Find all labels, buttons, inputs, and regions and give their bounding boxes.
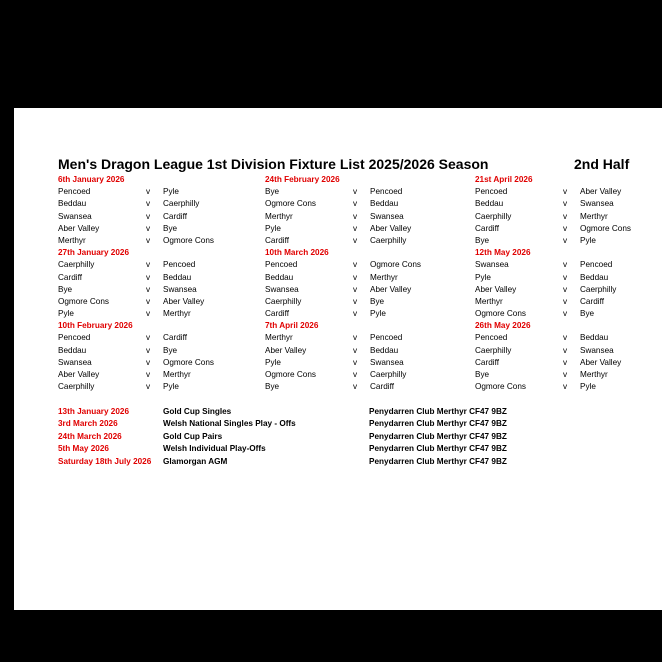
away-team: Swansea [370,357,404,367]
home-team: Caerphilly [475,211,512,221]
away-team: Beddau [370,345,399,355]
away-team: Merthyr [580,370,608,379]
event-row [58,406,618,418]
home-team: Cardiff [265,235,289,245]
fixture-row [58,223,254,235]
fixture-block [265,174,461,247]
fixture-row [58,186,254,198]
home-team: Merthyr [58,235,86,245]
away-team: Aber Valley [580,187,622,197]
fixture-row [265,198,461,210]
fixture-row [58,259,254,271]
home-team: Beddau [265,272,294,282]
fixture-row [58,369,254,381]
home-team: Ogmore Cons [58,296,109,306]
home-team: Bye [265,187,280,197]
fixture-row [475,235,662,247]
away-team: Bye [163,345,178,355]
fixture-date: 12th May 2026 [475,248,531,258]
home-team: Caerphilly [58,382,95,392]
versus-label: v [353,382,358,392]
fixture-row [58,357,254,369]
home-team: Beddau [58,345,87,355]
fixture-row [265,296,461,308]
away-team: Caerphilly [163,199,200,209]
home-team: Cardiff [265,309,289,319]
versus-label: v [563,211,568,221]
fixture-row [475,259,662,271]
fixture-row [265,259,461,271]
fixture-row [58,198,254,210]
away-team: Merthyr [163,309,191,319]
fixture-row [475,381,662,393]
event-row [58,443,618,455]
versus-label: v [146,199,151,209]
event-row [58,456,618,468]
versus-label: v [563,309,568,319]
versus-label: v [146,382,151,392]
versus-label: v [353,223,358,233]
away-team: Pencoed [370,333,403,343]
event-date: 24th March 2026 [58,431,122,441]
event-name: Welsh National Singles Play - Offs [163,419,296,429]
fixture-row [265,284,461,296]
fixture-row [475,211,662,223]
fixture-row [58,381,254,393]
away-team: Caerphilly [580,284,617,294]
away-team: Beddau [580,272,609,282]
home-team: Aber Valley [475,284,517,294]
home-team: Caerphilly [58,260,95,270]
versus-label: v [353,357,358,367]
versus-label: v [146,357,151,367]
away-team: Caerphilly [370,370,407,379]
home-team: Aber Valley [58,223,100,233]
fixture-date: 6th January 2026 [58,175,125,184]
fixture-row [475,186,662,198]
fixture-row [265,345,461,357]
fixture-block [58,174,254,247]
home-team: Ogmore Cons [475,382,526,392]
away-team: Ogmore Cons [370,260,421,270]
versus-label: v [563,187,568,197]
fixture-row [475,284,662,296]
event-venue: Penydarren Club Merthyr CF47 9BZ [369,456,507,466]
versus-label: v [146,211,151,221]
home-team: Pencoed [58,187,91,197]
home-team: Cardiff [475,357,499,367]
fixture-date: 27th January 2026 [58,248,130,258]
home-team: Pyle [58,309,74,319]
versus-label: v [353,187,358,197]
away-team: Cardiff [163,333,187,343]
home-team: Pencoed [58,333,91,343]
versus-label: v [353,272,358,282]
fixture-row [58,272,254,284]
versus-label: v [563,296,568,306]
fixture-row [58,345,254,357]
versus-label: v [353,235,358,245]
versus-label: v [563,235,568,245]
home-team: Cardiff [475,223,499,233]
fixture-block [475,247,662,320]
fixture-block [265,247,461,320]
versus-label: v [146,370,151,379]
versus-label: v [146,260,151,270]
home-team: Swansea [58,357,92,367]
fixture-date: 21st April 2026 [475,175,533,184]
away-team: Beddau [163,272,192,282]
versus-label: v [146,333,151,343]
away-team: Pyle [370,309,386,319]
away-team: Pyle [163,382,179,392]
away-team: Swansea [580,345,614,355]
fixture-column-2 [265,174,461,393]
home-team: Beddau [475,199,504,209]
fixture-row [265,211,461,223]
away-team: Swansea [163,284,197,294]
fixture-row [475,223,662,235]
versus-label: v [353,370,358,379]
events-list [58,406,618,468]
versus-label: v [563,333,568,343]
fixture-date: 26th May 2026 [475,321,531,331]
fixture-block [265,320,461,393]
versus-label: v [563,357,568,367]
away-team: Bye [580,309,595,319]
versus-label: v [146,309,151,319]
fixture-row [265,332,461,344]
fixture-row [265,381,461,393]
away-team: Ogmore Cons [580,223,631,233]
fixture-row [475,332,662,344]
event-name: Welsh Individual Play-Offs [163,444,266,454]
versus-label: v [353,309,358,319]
away-team: Ogmore Cons [163,235,214,245]
home-team: Merthyr [265,333,293,343]
home-team: Aber Valley [265,345,307,355]
fixture-block [475,174,662,247]
versus-label: v [146,345,151,355]
fixture-row [265,272,461,284]
versus-label: v [563,223,568,233]
fixture-column-3 [475,174,662,393]
fixture-row [58,296,254,308]
away-team: Bye [370,296,385,306]
away-team: Pyle [163,187,179,197]
fixture-row [265,235,461,247]
home-team: Pencoed [475,333,508,343]
fixture-row [475,308,662,320]
fixture-row [475,198,662,210]
away-team: Aber Valley [580,357,622,367]
away-team: Beddau [580,333,609,343]
versus-label: v [353,333,358,343]
event-date: 5th May 2026 [58,444,109,454]
away-team: Bye [163,223,178,233]
fixture-date: 7th April 2026 [265,321,319,331]
versus-label: v [563,199,568,209]
fixture-row [265,357,461,369]
versus-label: v [146,296,151,306]
versus-label: v [563,284,568,294]
versus-label: v [563,345,568,355]
event-venue: Penydarren Club Merthyr CF47 9BZ [369,407,507,416]
event-venue: Penydarren Club Merthyr CF47 9BZ [369,444,507,454]
away-team: Swansea [370,211,404,221]
versus-label: v [146,284,151,294]
event-venue: Penydarren Club Merthyr CF47 9BZ [369,419,507,429]
away-team: Cardiff [370,382,394,392]
home-team: Caerphilly [265,296,302,306]
event-row [58,431,618,443]
home-team: Swansea [475,260,509,270]
away-team: Caerphilly [370,235,407,245]
home-team: Ogmore Cons [265,199,316,209]
home-team: Swansea [265,284,299,294]
away-team: Aber Valley [370,223,412,233]
away-team: Aber Valley [163,296,205,306]
home-team: Pencoed [475,187,508,197]
event-name: Gold Cup Singles [163,407,232,416]
versus-label: v [563,370,568,379]
fixture-row [475,345,662,357]
versus-label: v [353,296,358,306]
away-team: Cardiff [163,211,187,221]
away-team: Merthyr [163,370,191,379]
versus-label: v [563,260,568,270]
home-team: Caerphilly [475,345,512,355]
fixture-row [58,308,254,320]
fixture-date: 10th March 2026 [265,248,329,258]
fixture-block [58,247,254,320]
away-team: Aber Valley [370,284,412,294]
away-team: Swansea [580,199,614,209]
away-team: Pyle [580,235,596,245]
fixture-row [265,308,461,320]
event-date: 3rd March 2026 [58,419,118,429]
home-team: Cardiff [58,272,82,282]
event-date: Saturday 18th July 2026 [58,456,152,466]
home-team: Bye [265,382,280,392]
event-name: Glamorgan AGM [163,456,228,466]
home-team: Merthyr [475,296,503,306]
event-row [58,418,618,430]
home-team: Ogmore Cons [475,309,526,319]
fixture-row [475,369,662,381]
versus-label: v [146,272,151,282]
away-team: Pencoed [370,187,403,197]
home-team: Bye [475,235,490,245]
away-team: Ogmore Cons [163,357,214,367]
home-team: Aber Valley [58,370,100,379]
home-team: Merthyr [265,211,293,221]
event-venue: Penydarren Club Merthyr CF47 9BZ [369,431,507,441]
away-team: Merthyr [580,211,608,221]
fixture-row [58,332,254,344]
fixture-date: 10th February 2026 [58,321,133,331]
fixture-row [265,369,461,381]
versus-label: v [146,187,151,197]
away-team: Pyle [580,382,596,392]
away-team: Cardiff [580,296,604,306]
fixture-date: 24th February 2026 [265,175,340,184]
away-team: Beddau [370,199,399,209]
versus-label: v [353,260,358,270]
home-team: Pyle [475,272,491,282]
fixture-sheet [14,108,662,610]
event-date: 13th January 2026 [58,407,130,416]
versus-label: v [563,272,568,282]
home-team: Beddau [58,199,87,209]
home-team: Pyle [265,357,281,367]
versus-label: v [353,199,358,209]
fixture-column-1 [58,174,254,393]
fixture-row [475,296,662,308]
home-team: Swansea [58,211,92,221]
fixture-row [265,223,461,235]
home-team: Bye [58,284,73,294]
fixture-row [58,235,254,247]
event-name: Gold Cup Pairs [163,431,223,441]
fixture-row [475,357,662,369]
home-team: Pencoed [265,260,298,270]
home-team: Ogmore Cons [265,370,316,379]
away-team: Merthyr [370,272,398,282]
versus-label: v [353,211,358,221]
fixture-block [475,320,662,393]
fixture-row [58,284,254,296]
fixture-row [58,211,254,223]
home-team: Pyle [265,223,281,233]
home-team: Bye [475,370,490,379]
versus-label: v [353,345,358,355]
away-team: Pencoed [580,260,613,270]
versus-label: v [146,235,151,245]
versus-label: v [146,223,151,233]
fixture-row [265,186,461,198]
away-team: Pencoed [163,260,196,270]
half-label: 2nd Half [574,156,630,172]
page-title: Men's Dragon League 1st Division Fixture List 2025/2026 Season [58,156,489,172]
versus-label: v [563,382,568,392]
fixture-block [58,320,254,393]
versus-label: v [353,284,358,294]
fixture-row [475,272,662,284]
